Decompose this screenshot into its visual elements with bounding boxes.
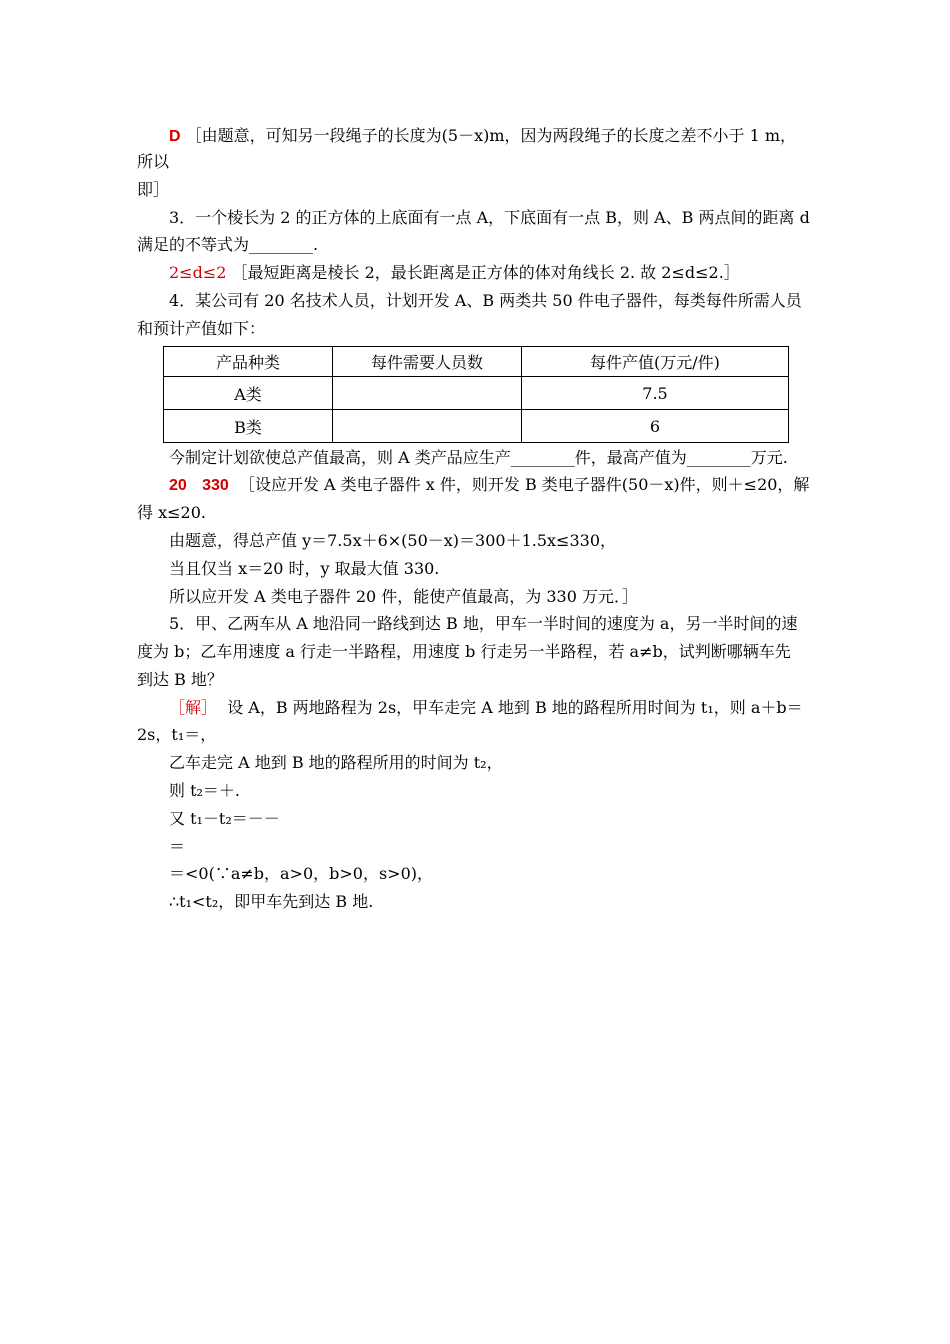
q4-answer1: 20 — [169, 477, 187, 494]
table-cell: 7.5 — [522, 377, 789, 410]
table-header-cell: 产品种类 — [164, 347, 333, 377]
q5-solution-line4: 则 t₂＝＋. — [169, 781, 241, 800]
q2-answer-line2: 所以 — [137, 152, 170, 171]
q3-explain: ［最短距离是棱长 2，最长距离是正方体的体对角线长 2. 故 2≤d≤2.］ — [231, 263, 740, 282]
q4-line2: 和预计产值如下： — [137, 319, 266, 338]
q2-answer-line1: D ［由题意，可知另一段绳子的长度为(5－x)m，因为两段绳子的长度之差不小于 1 m， — [169, 126, 797, 145]
table-cell: 6 — [522, 410, 789, 443]
table-cell — [333, 410, 522, 443]
q5-solution-line5: 又 t₁－t₂＝－－ — [169, 809, 280, 828]
q4-line3: 今制定计划欲使总产值最高，则 A 类产品应生产________件，最高产值为________万元. — [169, 448, 788, 467]
q4-line1: 4．某公司有 20 名技术人员，计划开发 A、B 两类共 50 件电子器件，每类每件所需人员 — [169, 291, 802, 310]
q5-solution-line3: 乙车走完 A 地到 B 地的路程所用的时间为 t₂， — [169, 753, 503, 772]
q4-explain1: ［设应开发 A 类电子器件 x 件，则开发 B 类电子器件(50－x)件，则＋≤20，解 — [238, 475, 810, 494]
q4-explain5: 所以应开发 A 类电子器件 20 件，能使产值最高，为 330 万元．］ — [169, 587, 638, 606]
product-table — [163, 346, 789, 443]
q3-answer-line — [169, 262, 740, 284]
q5-solution-line7: ＝<0(∵a≠b，a>0，b>0，s>0)， — [169, 864, 434, 883]
solution-label: ［解］ — [169, 698, 218, 717]
table-header-cell: 每件产值(万元/件) — [522, 347, 789, 377]
q5-line1: 5．甲、乙两车从 A 地沿同一路线到达 B 地，甲车一半时间的速度为 a，另一半时间的速 — [169, 614, 798, 633]
q4-explain2: 得 x≤20. — [137, 503, 206, 522]
q3-answer: 2≤d≤2 — [169, 263, 227, 282]
q5-solution-line2: 2s，t₁＝， — [137, 725, 217, 744]
q2-answer-line3: 即］ — [137, 180, 170, 199]
q5-line2: 度为 b；乙车用速度 a 行走一半路程，用速度 b 行走另一半路程，若 a≠b，试判断哪辆车先 — [137, 642, 791, 661]
table-header-row — [164, 347, 789, 377]
q4-answer-line — [169, 474, 809, 497]
q5-solution-line1: ［解］ 设 A，B 两地路程为 2s，甲车走完 A 地到 B 地的路程所用时间为 t₁，则 a＋b＝ — [169, 698, 803, 717]
q3-line2: 满足的不等式为________. — [137, 235, 319, 254]
table-header-cell: 每件需要人员数 — [333, 347, 522, 377]
q5-solution-line6: ＝ — [169, 837, 186, 856]
table-cell: B类 — [164, 410, 333, 443]
table-row — [164, 410, 789, 443]
q4-answer2: 330 — [202, 477, 229, 494]
table-cell: A类 — [164, 377, 333, 410]
q4-explain3: 由题意，得总产值 y＝7.5x＋6×(50－x)＝300＋1.5x≤330， — [169, 531, 617, 550]
q4-explain4: 当且仅当 x＝20 时，y 取最大值 330. — [169, 559, 440, 578]
q3-line1: 3．一个棱长为 2 的正方体的上底面有一点 A，下底面有一点 B，则 A、B 两点间的距离 d — [169, 208, 810, 227]
q2-answer-letter: D — [169, 128, 181, 145]
q5-solution-line8: ∴t₁<t₂，即甲车先到达 B 地. — [169, 892, 374, 911]
q5-line3: 到达 B 地？ — [137, 670, 223, 689]
table-cell — [333, 377, 522, 410]
table-row — [164, 377, 789, 410]
